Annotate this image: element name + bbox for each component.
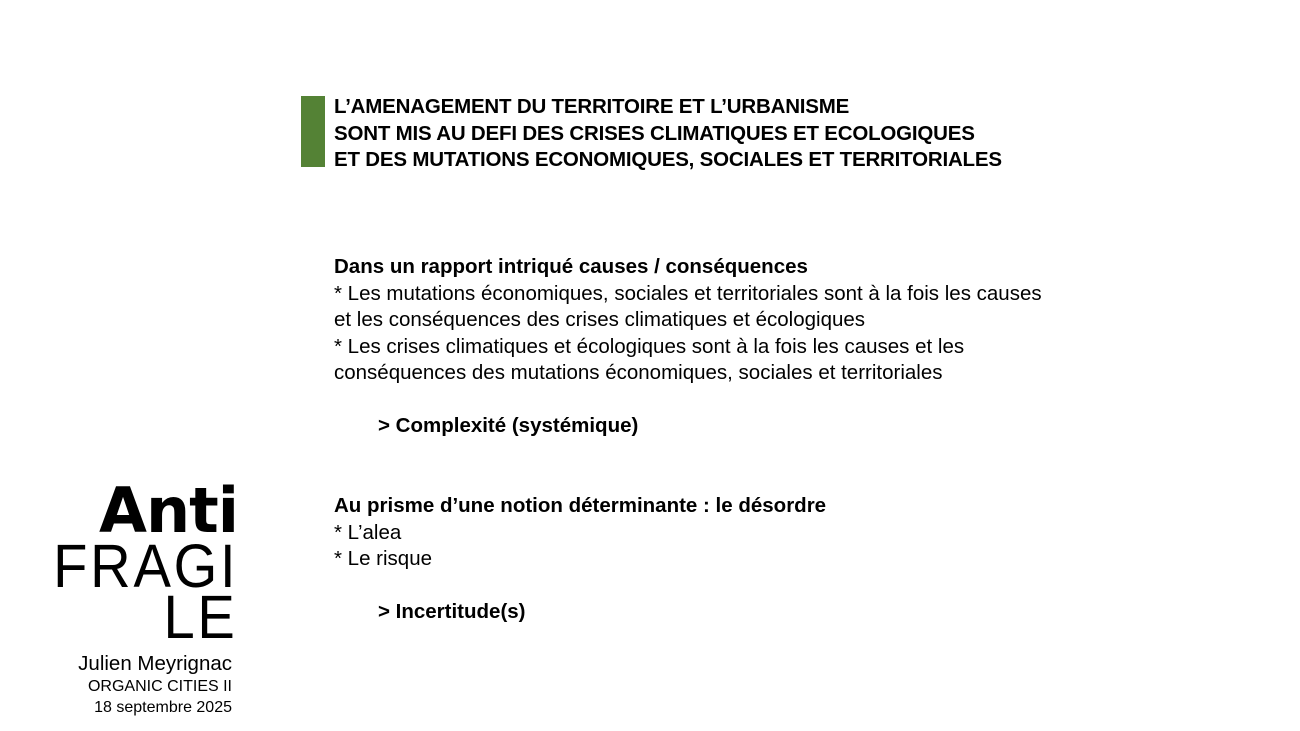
section-title: Dans un rapport intriqué causes / conséquences bbox=[334, 255, 808, 278]
author-block bbox=[78, 652, 232, 718]
section-causes-consequences bbox=[334, 254, 1042, 440]
bullet-line: conséquences des mutations économiques, sociales et territoriales bbox=[334, 361, 943, 384]
event-date: 18 septembre 2025 bbox=[94, 699, 232, 716]
event-name: ORGANIC CITIES II bbox=[87, 678, 232, 695]
bullet-line: * Le risque bbox=[334, 547, 433, 570]
antifragile-logo bbox=[52, 474, 240, 651]
section-conclusion: > Complexité (systémique) bbox=[378, 414, 639, 437]
accent-bar bbox=[301, 96, 325, 167]
section-desordre bbox=[334, 493, 826, 626]
bullet-line: * Les mutations économiques, sociales et territoriales sont à la fois les causes bbox=[334, 281, 1042, 305]
section-title: Au prisme d’une notion déterminante : le désordre bbox=[334, 494, 827, 517]
logo-line-le: LE bbox=[163, 583, 238, 651]
slide-heading bbox=[334, 94, 1002, 174]
bullet-line: * L’alea bbox=[334, 520, 402, 544]
author-name: Julien Meyrignac bbox=[78, 652, 232, 675]
spacer bbox=[334, 573, 826, 600]
heading-line: SONT MIS AU DEFI DES CRISES CLIMATIQUES ET ECOLOGIQUES bbox=[334, 121, 975, 145]
section-conclusion: > Incertitude(s) bbox=[378, 600, 526, 623]
heading-line: ET DES MUTATIONS ECONOMIQUES, SOCIALES ET TERRITORIALES bbox=[334, 148, 1002, 171]
logo-line-anti: Anti bbox=[98, 474, 238, 547]
heading-line: L’AMENAGEMENT DU TERRITOIRE ET L’URBANISME bbox=[334, 95, 850, 118]
bullet-line: et les conséquences des crises climatiques et écologiques bbox=[334, 308, 866, 331]
logo-line-fragi: FRAGI bbox=[52, 532, 238, 600]
bullet-line: * Les crises climatiques et écologiques sont à la fois les causes et les bbox=[334, 334, 965, 358]
spacer bbox=[334, 387, 1042, 414]
